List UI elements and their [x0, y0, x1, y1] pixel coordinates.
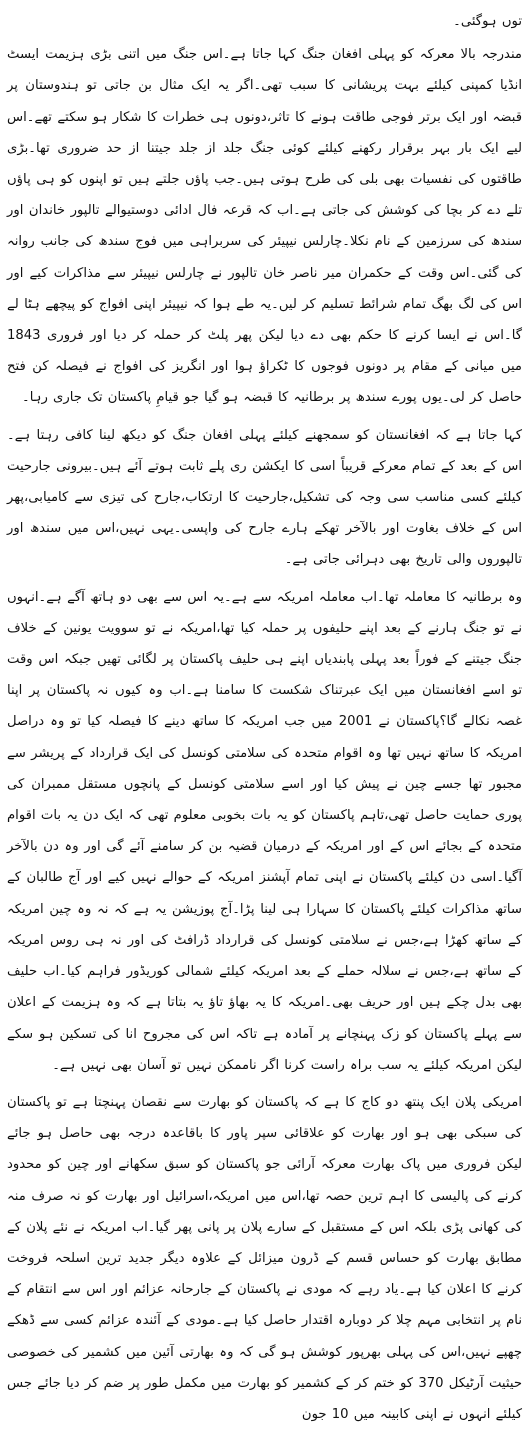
- article-paragraph-2: مندرجہ بالا معرکہ کو پہلی افغان جنگ کہا جاتا ہے۔اس جنگ میں اتنی بڑی ہزیمت ایسٹ انڈیا کمپنی کیلئے بہت پریشانی کا سبب تھی۔اگر یہ ایک مثال بن جاتی تو ہندوستان پر قبضہ اور ایک برتر فوجی طاقت ہونے کا تاثر،دونوں ہی خطرات کا شکار ہو سکتے تھے۔اس لیے ایک بار بہر برقرار رکھنے کیلئے کوئی جنگ جلد از جلد جیتنا از حد ضروری تھا۔بڑی طاقتوں کی نفسیات بھی بلی کی طرح ہوتی ہیں۔جب پاؤں جلتے ہیں تو اپنوں کو ہی پاؤں تلے دے کر بچا کی کوشش کی جاتی ہے۔اب کہ قرعہ فال ادائی دوستیوالے تالپور خاندان اور سندھ کی سرزمین کے نام نکلا۔چارلس نیپیئر کی سربراہی میں فوج سندھ کی جانب روانہ کی گئی۔اس وقت کے حکمران میر ناصر خان تالپور نے چارلس نیپیئر سے مذاکرات کیے اور اس کی لگ بھگ تمام شرائط تسلیم کر لیں۔یہ طے ہوا کہ نیپیئر اپنی افواج کو پیچھے ہٹا لے گا۔اس نے ایسا کرنے کا حکم بھی دے دیا لیکن پھر پلٹ کر حملہ کر دیا اور فروری 1843 میں میانی کے مقام پر دونوں فوجوں کا ٹکراؤ ہوا اور انگریز کی افواج نے فیصلہ کن فتح حاصل کر لی۔یوں پورے سندھ پر برطانیہ کا قبضہ ہو گیا جو قیامِ پاکستان تک جاری رہا۔: [7, 47, 522, 406]
- article-paragraph-5: امریکی پلان ایک پنتھ دو کاج کا ہے کہ پاکستان کو بھارت سے نقصان پہنچتا ہے تو پاکستان کی سبکی بھی ہو اور بھارت کو علاقائی سپر پاور کا باقاعدہ درجہ بھی حاصل ہو جائے لیکن فروری میں پاک بھارت معرکہ آرائی جو پاکستان کو سبق سکھانے اور چین کو محدود کرنے کی پالیسی کا اہم ترین حصہ تھا،اس میں امریکہ،اسرائیل اور بھارت کو نہ صرف منہ کی کھانی پڑی بلکہ اس کے مستقبل کے سارے پلان پر پانی پھر گیا۔اب امریکہ نے نئے پلان کے مطابق بھارت کو حساس قسم کے ڈرون میزائل کے علاوہ دیگر جدید ترین اسلحہ فروخت کرنے کا اعلان کیا ہے۔یاد رہے کہ مودی نے پاکستان کے جارحانہ عزائم اور اس سے انتقام کے نام پر انتخابی مہم چلا کر دوبارہ اقتدار حاصل کیا ہے۔مودی کے آئندہ عزائم کسی سے ڈھکے چھپے نہیں،اس کی پہلی بھرپور کوشش ہو گی کہ وہ بھارتی آئین میں کشمیر کی خصوصی حیثیت آرٹیکل 370 کو ختم کر کے کشمیر کو بھارت میں مکمل طور پر ضم کر دیا جائے جس کیلئے انہوں نے اپنی کابینہ میں 10 جون: [7, 1094, 522, 1422]
- article-paragraph-3: کہا جاتا ہے کہ افغانستان کو سمجھنے کیلئے پہلی افغان جنگ کو دیکھ لینا کافی رہتا ہے۔اس کے بعد کے تمام معرکے قریباً اسی کا ایکشن ری پلے ثابت ہوتے آئے ہیں۔بیرونی جارحیت کیلئے کسی مناسب سی وجہ کی تشکیل،جارحیت کا ارتکاب،جارح کی تیزی سے کامیابی،پھر اس کے خلاف بغاوت اور بالآخر تھکے ہارے جارح کی واپسی۔یہی نہیں،اس میں سندھ اور تالپوروں والی تاریخ بھی دہرائی جاتی ہے۔: [7, 427, 522, 568]
- article-paragraph-4: وہ برطانیہ کا معاملہ تھا۔اب معاملہ امریکہ سے ہے۔یہ اس سے بھی دو ہاتھ آگے ہے۔انہوں نے تو جنگ ہارنے کے بعد اپنے حلیفوں پر حملہ کیا تھا،امریکہ نے تو سوویت یونین کے خلاف جنگ جیتنے کے فوراً بعد پہلی پابندیاں اپنے ہی حلیف پاکستان پر لگائی تھیں جبکہ اس وقت تو اسے افغانستان میں ایک عبرتناک شکست کا سامنا ہے۔اب وہ کیوں نہ پاکستان پر اپنا غصہ نکالے گا؟پاکستان نے 2001 میں جب امریکہ کا ساتھ دینے کا فیصلہ کیا تو وہ دراصل امریکہ کا ساتھ نہیں تھا وہ اقوام متحدہ کی سلامتی کونسل کی ایک قرارداد کے پریشر سے مجبور تھا جسے چین نے پیش کیا اور اسے سلامتی کونسل کے پانچوں مستقل ممبران کی پوری حمایت حاصل تھی،تاہم پاکستان کو یہ بات بخوبی معلوم تھی کہ ایک دن یہ بات اقوام متحدہ کے بجائے اس کے اور امریکہ کے درمیان قضیہ بن کر سامنے آئے گی اور وہ دن بالآخر آگیا۔اسی دن کیلئے پاکستان نے اپنی تمام آپشنز امریکہ کے حوالے نہیں کیے اور آج طالبان کے ساتھ مذاکرات کیلئے پاکستان کا سہارا ہی لینا پڑا۔آج پوزیشن یہ ہے کہ نہ وہ چین امریکہ کے ساتھ کھڑا ہے،جس نے سلامتی کونسل کی قرارداد ڈرافٹ کی اور نہ ہی روس امریکہ کے ساتھ ہے،جس نے سلالہ حملے کے بعد امریکہ کیلئے شمالی کوریڈور فراہم کیا۔اب حلیف بھی بدل چکے ہیں اور حریف بھی۔امریکہ کا یہ بھاؤ تاؤ یہ بتاتا ہے کہ وہ ہزیمت کے اعلان سے پہلے پاکستان کو زک پہنچانے پر آمادہ ہے تاکہ اس کی مجروح انا کی تسکین ہو سکے لیکن امریکہ کیلئے یہ سب براہ راست کرنا اگر ناممکن نہیں تو آسان بھی نہیں ہے۔: [7, 589, 522, 1073]
- article-paragraph-1: توں ہوگئی۔: [453, 14, 522, 29]
